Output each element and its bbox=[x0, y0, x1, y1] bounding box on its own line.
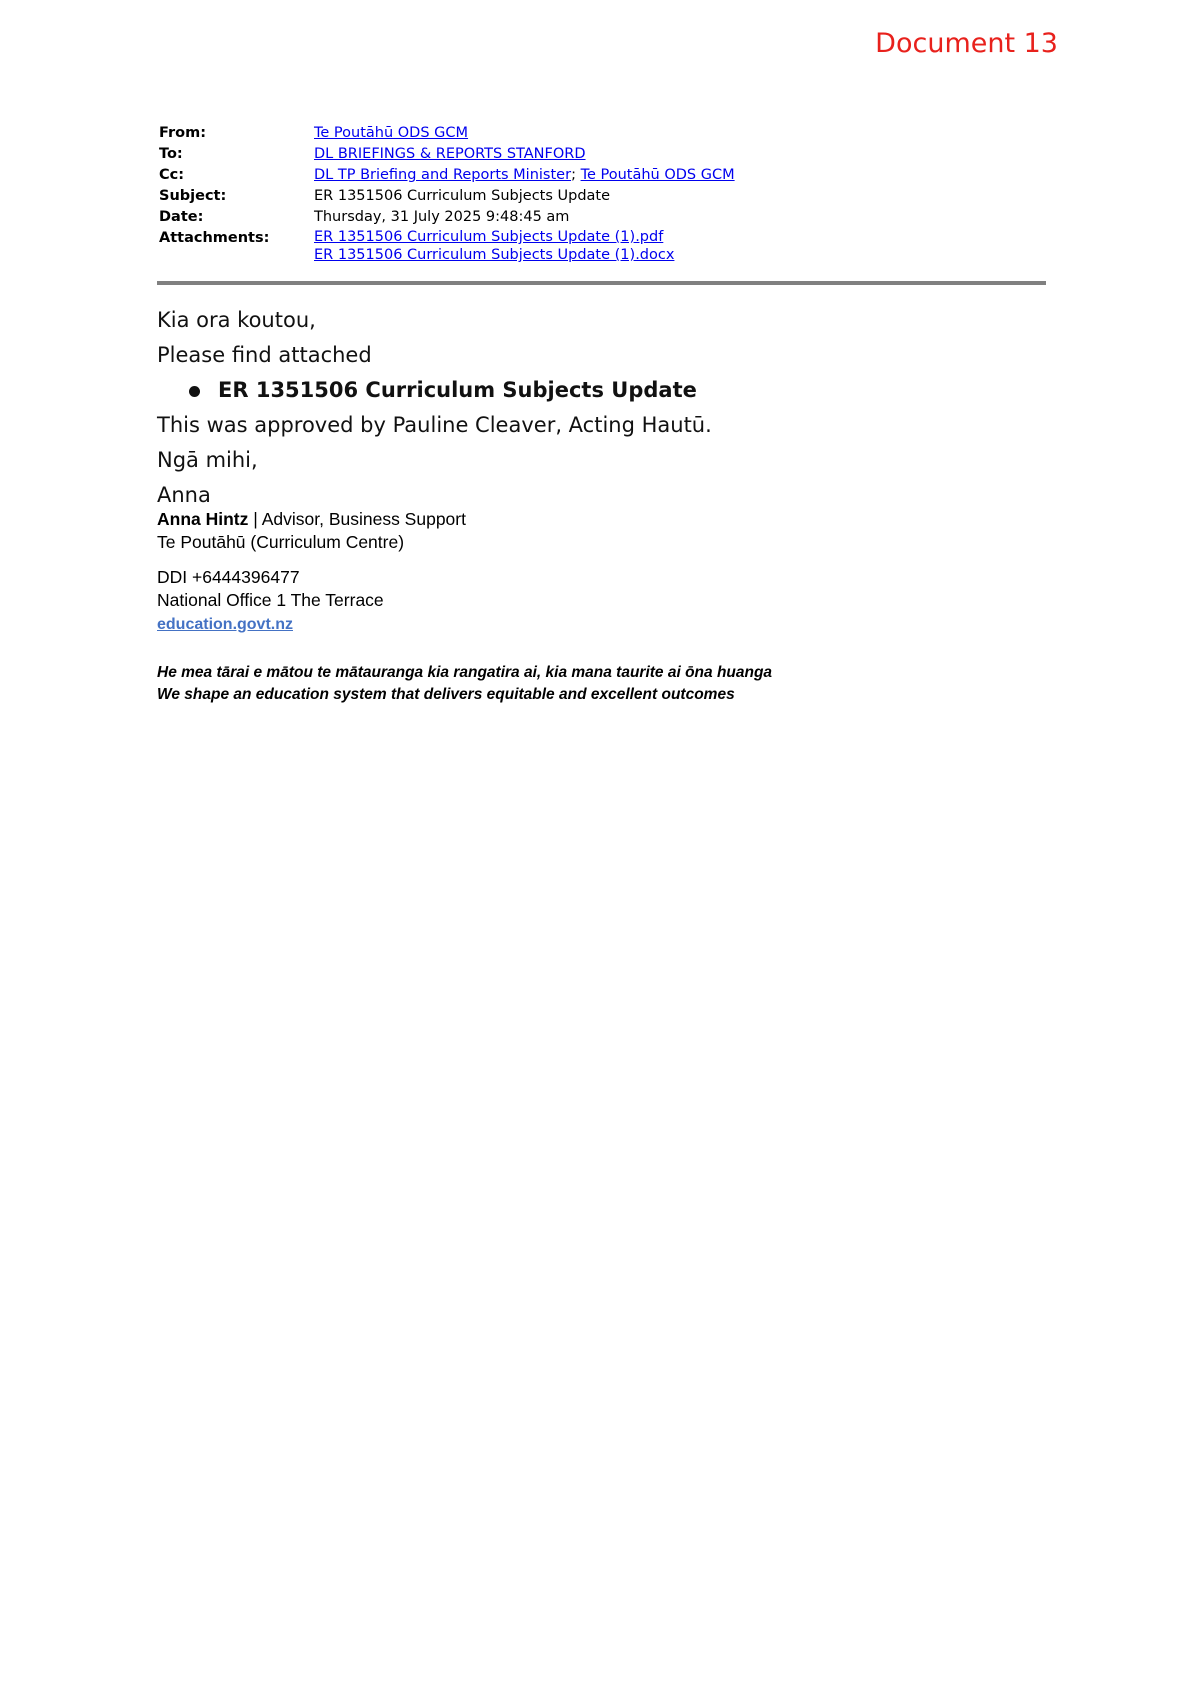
signature-org: Te Poutāhū (Curriculum Centre) bbox=[157, 532, 405, 552]
email-body bbox=[157, 303, 1037, 513]
to-row bbox=[159, 144, 1049, 165]
organisation-motto bbox=[157, 662, 1037, 706]
signature-website-link[interactable]: education.govt.nz bbox=[157, 616, 293, 633]
signature-ddi: DDI +6444396477 bbox=[157, 567, 300, 587]
email-header bbox=[159, 123, 1049, 264]
approval-text: This was approved by Pauline Cleaver, Acting Hautū. bbox=[157, 413, 712, 437]
bullet-dot-icon bbox=[189, 386, 200, 397]
bullet-text: ER 1351506 Curriculum Subjects Update bbox=[218, 378, 697, 402]
date-label: Date: bbox=[159, 209, 204, 225]
document-number-label: Document 13 bbox=[875, 28, 1058, 59]
from-label: From: bbox=[159, 125, 206, 141]
cc-link-1[interactable]: DL TP Briefing and Reports Minister bbox=[314, 167, 572, 183]
attachment-bullet bbox=[157, 373, 1037, 408]
signoff: Ngā mihi, bbox=[157, 448, 258, 472]
attachment-docx-link[interactable]: ER 1351506 Curriculum Subjects Update (1).docx bbox=[314, 247, 675, 263]
greeting: Kia ora koutou, bbox=[157, 308, 316, 332]
date-value: Thursday, 31 July 2025 9:48:45 am bbox=[314, 209, 570, 225]
cc-separator: ; bbox=[571, 167, 576, 183]
from-link[interactable]: Te Poutāhū ODS GCM bbox=[314, 125, 469, 141]
from-row bbox=[159, 123, 1049, 144]
intro-text: Please find attached bbox=[157, 343, 372, 367]
subject-row bbox=[159, 186, 1049, 207]
cc-link-2[interactable]: Te Poutāhū ODS GCM bbox=[580, 167, 735, 183]
subject-label: Subject: bbox=[159, 188, 227, 204]
to-label: To: bbox=[159, 146, 183, 162]
cc-row bbox=[159, 165, 1049, 186]
attachment-pdf-link[interactable]: ER 1351506 Curriculum Subjects Update (1).pdf bbox=[314, 229, 664, 245]
attachments-row bbox=[159, 228, 1049, 264]
date-row bbox=[159, 207, 1049, 228]
signature-separator: | bbox=[248, 509, 262, 529]
cc-label: Cc: bbox=[159, 167, 185, 183]
header-divider bbox=[157, 281, 1046, 285]
signature-address: National Office 1 The Terrace bbox=[157, 590, 384, 610]
signature-role: Advisor, Business Support bbox=[261, 509, 466, 529]
motto-maori: He mea tārai e mātou te mātauranga kia rangatira ai, kia mana taurite ai ōna huanga bbox=[157, 664, 773, 681]
sender-name: Anna bbox=[157, 483, 211, 507]
signature-full-name: Anna Hintz bbox=[157, 509, 249, 529]
signature-name-line bbox=[157, 508, 1037, 531]
attachments-label: Attachments: bbox=[159, 230, 270, 246]
motto-english: We shape an education system that delivers equitable and excellent outcomes bbox=[157, 686, 735, 703]
email-signature bbox=[157, 508, 1037, 636]
to-link[interactable]: DL BRIEFINGS & REPORTS STANFORD bbox=[314, 146, 586, 162]
subject-value: ER 1351506 Curriculum Subjects Update bbox=[314, 188, 611, 204]
